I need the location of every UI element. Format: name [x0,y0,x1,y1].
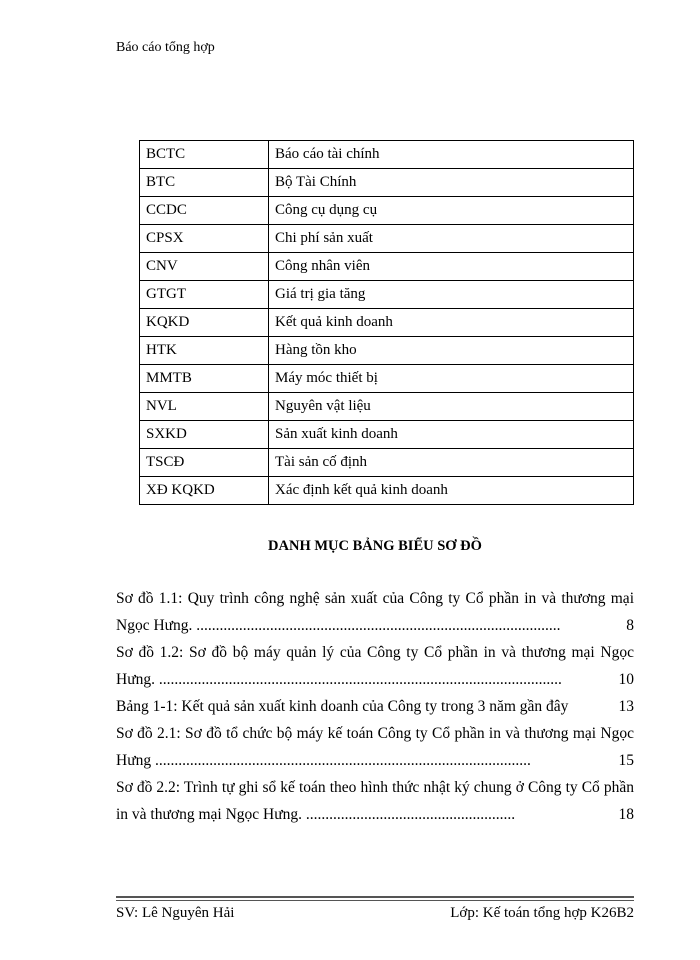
abbreviation-meaning: Nguyên vật liệu [269,393,634,421]
table-row [140,253,634,281]
toc-entry-text: Sơ đồ 2.2: Trình tự ghi sổ kế toán theo hình thức nhật ký chung ở Công ty Cổ phần in và thương mại Ngọc Hưng. ...................................................... [116,779,634,823]
abbreviation-code: CNV [140,253,269,281]
abbreviation-meaning: Tài sản cố định [269,449,634,477]
toc-entry-text: Sơ đồ 2.1: Sơ đồ tổ chức bộ máy kế toán Công ty Cổ phần in và thương mại Ngọc Hưng ................................................................................................. [116,725,634,769]
abbreviation-code: HTK [140,337,269,365]
abbreviation-code: CPSX [140,225,269,253]
toc-entry [116,720,634,774]
abbreviation-code: BTC [140,169,269,197]
toc-page-number: 18 [618,806,634,823]
toc-page-number: 8 [626,617,634,634]
toc-page-number: 15 [618,752,634,769]
abbreviation-meaning: Kết quả kinh doanh [269,309,634,337]
abbreviation-meaning: Bộ Tài Chính [269,169,634,197]
table-row [140,337,634,365]
abbreviation-code: NVL [140,393,269,421]
toc-entry-text: Bảng 1-1: Kết quả sản xuất kinh doanh của Công ty trong 3 năm gần đây [116,698,569,715]
footer-divider [116,896,634,898]
abbreviation-meaning: Công nhân viên [269,253,634,281]
abbreviation-meaning: Công cụ dụng cụ [269,197,634,225]
toc-entry-text: Sơ đồ 1.1: Quy trình công nghệ sản xuất của Công ty Cổ phần in và thương mại Ngọc Hưng. .............................................................................................. [116,590,634,634]
abbreviation-meaning: Hàng tồn kho [269,337,634,365]
abbreviation-meaning: Máy móc thiết bị [269,365,634,393]
abbreviation-code: TSCĐ [140,449,269,477]
table-row [140,477,634,505]
footer-class: Lớp: Kế toán tổng hợp K26B2 [450,905,634,921]
table-row [140,421,634,449]
abbreviation-code: SXKD [140,421,269,449]
toc-entry [116,585,634,639]
section-title: DANH MỤC BẢNG BIỂU SƠ ĐỒ [268,538,482,554]
toc-page-number: 13 [618,698,634,715]
table-row [140,393,634,421]
abbreviation-meaning: Giá trị gia tăng [269,281,634,309]
table-row [140,309,634,337]
abbreviation-meaning: Sản xuất kinh doanh [269,421,634,449]
table-row [140,141,634,169]
toc-page-number: 10 [618,671,634,688]
abbreviation-code: BCTC [140,141,269,169]
table-row [140,365,634,393]
table-of-figures [116,585,634,828]
abbreviation-code: XĐ KQKD [140,477,269,505]
abbreviation-code: CCDC [140,197,269,225]
abbreviation-meaning: Chi phí sản xuất [269,225,634,253]
abbreviations-table-body [140,141,634,505]
table-row [140,281,634,309]
abbreviations-table [139,140,634,505]
toc-entry [116,639,634,693]
footer-divider-thin [116,900,634,901]
toc-entry [116,693,634,720]
page-header: Báo cáo tổng hợp [116,40,215,55]
abbreviation-code: MMTB [140,365,269,393]
table-row [140,449,634,477]
table-row [140,169,634,197]
table-row [140,197,634,225]
abbreviation-meaning: Xác định kết quả kinh doanh [269,477,634,505]
footer-student: SV: Lê Nguyên Hải [116,905,235,921]
table-row [140,225,634,253]
abbreviation-code: GTGT [140,281,269,309]
toc-entry [116,774,634,828]
abbreviation-code: KQKD [140,309,269,337]
toc-entry-text: Sơ đồ 1.2: Sơ đồ bộ máy quản lý của Công ty Cổ phần in và thương mại Ngọc Hưng. ........................................................................................................ [116,644,634,688]
abbreviation-meaning: Báo cáo tài chính [269,141,634,169]
